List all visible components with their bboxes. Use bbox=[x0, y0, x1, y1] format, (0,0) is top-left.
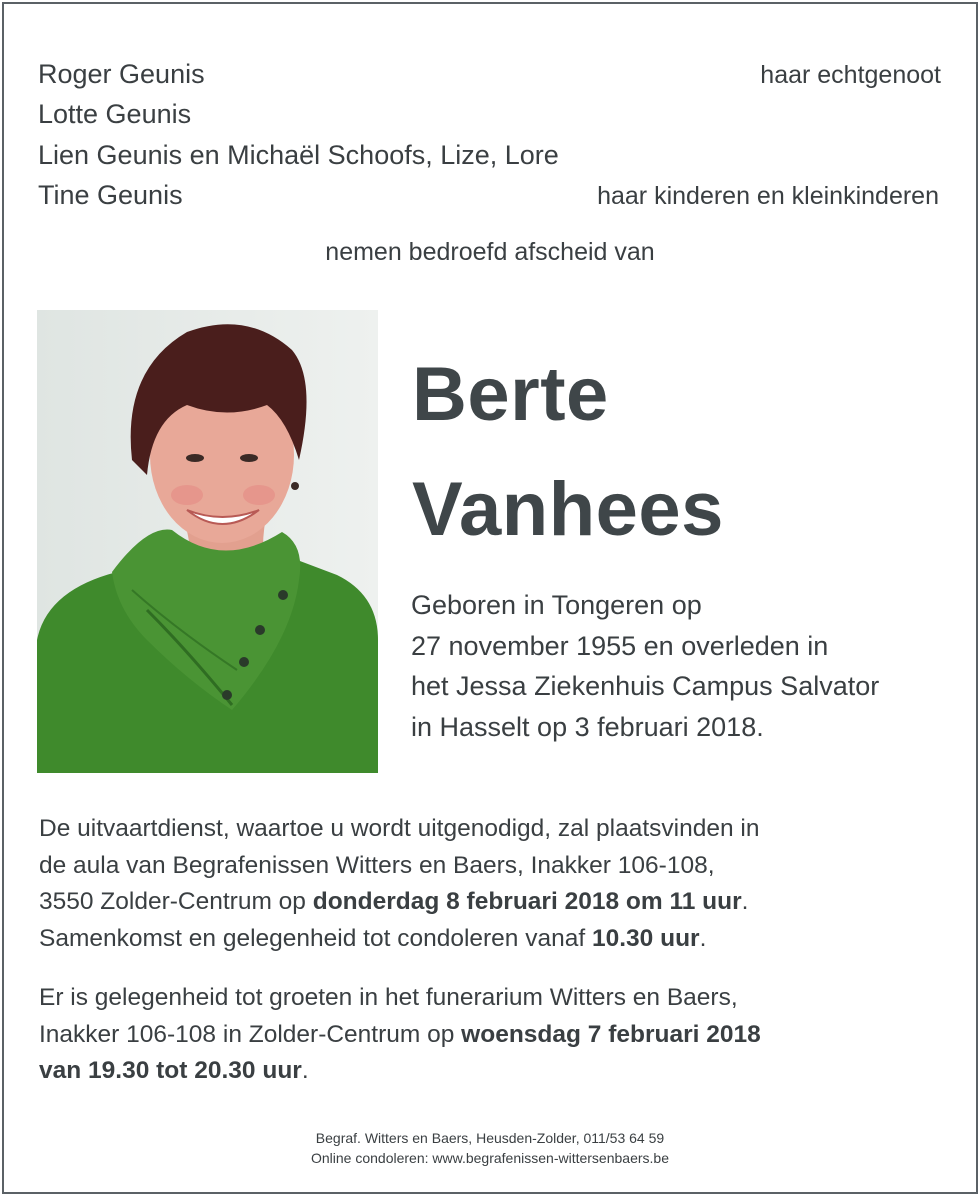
condolence-time: 10.30 uur bbox=[592, 924, 700, 952]
viewing-time: van 19.30 tot 20.30 uur bbox=[39, 1057, 302, 1084]
footer-line-1: Begraf. Witters en Baers, Heusden-Zolder, 011/53 64 59 bbox=[315, 1130, 665, 1146]
deceased-first-name: Berte bbox=[412, 352, 609, 437]
footer-line-2: Online condoleren: www.begrafenissen-wittersenbaers.be bbox=[311, 1150, 669, 1166]
mourner-name-4: Tine Geunis bbox=[38, 180, 183, 210]
mourner-relation-1: haar echtgenoot bbox=[760, 61, 941, 89]
intro-text: nemen bedroefd afscheid van bbox=[325, 238, 655, 266]
mourner-name-1: Roger Geunis bbox=[38, 59, 205, 89]
bio-line-4: in Hasselt op 3 februari 2018. bbox=[411, 711, 764, 742]
viewing-line-3: van 19.30 tot 20.30 uur. bbox=[39, 1057, 309, 1084]
service-line-4: Samenkomst en gelegenheid tot condoleren vanaf 10.30 uur. bbox=[39, 924, 707, 952]
mourner-relation-4: haar kinderen en kleinkinderen bbox=[597, 182, 939, 210]
service-date: donderdag 8 februari 2018 om 11 uur bbox=[312, 888, 742, 915]
service-line-1: De uitvaartdienst, waartoe u wordt uitgenodigd, zal plaatsvinden in bbox=[39, 815, 760, 842]
bio-line-1: Geboren in Tongeren op bbox=[411, 590, 702, 620]
portrait-photo bbox=[37, 310, 378, 773]
service-line-3: 3550 Zolder-Centrum op donderdag 8 februari 2018 om 11 uur. bbox=[39, 888, 749, 915]
viewing-line-1: Er is gelegenheid tot groeten in het funerarium Witters en Baers, bbox=[39, 984, 738, 1011]
viewing-line-2: Inakker 106-108 in Zolder-Centrum op woensdag 7 februari 2018 bbox=[39, 1020, 761, 1048]
mourner-name-2: Lotte Geunis bbox=[38, 99, 192, 129]
service-line-2: de aula van Begrafenissen Witters en Baers, Inakker 106-108, bbox=[39, 851, 715, 879]
bio-line-3: het Jessa Ziekenhuis Campus Salvator bbox=[411, 671, 880, 701]
deceased-last-name: Vanhees bbox=[412, 467, 724, 552]
bio-line-2: 27 november 1955 en overleden in bbox=[411, 630, 829, 661]
viewing-date: woensdag 7 februari 2018 bbox=[461, 1020, 761, 1048]
mourner-name-3: Lien Geunis en Michaël Schoofs, Lize, Lore bbox=[38, 140, 559, 170]
